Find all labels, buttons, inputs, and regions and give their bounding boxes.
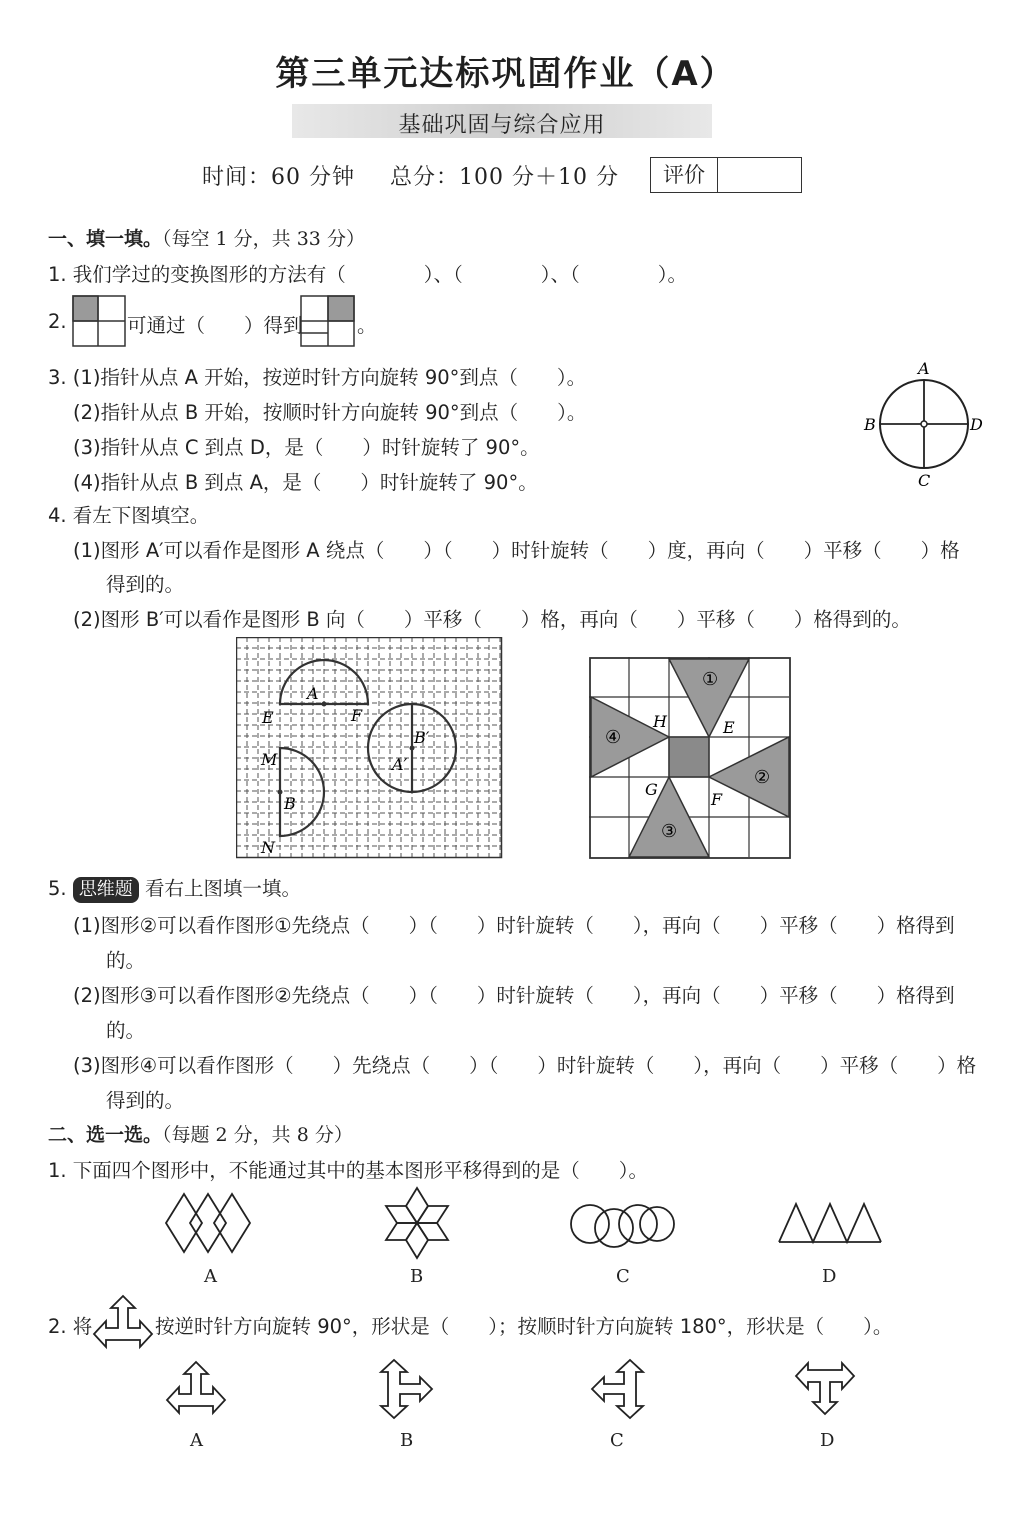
option-c-label: C (616, 1266, 630, 1287)
grid-label-a-prime: A′ (392, 755, 408, 774)
question-1-3-part2: (2)指针从点 B 开始，按顺时针方向旋转 90°到点（ ）。 (73, 401, 587, 424)
page-title: 第三单元达标巩固作业（A） (275, 54, 736, 94)
clock-label-a: A (918, 359, 930, 378)
section1-heading (48, 224, 365, 251)
pinwheel-label-1: ① (702, 669, 719, 690)
question-1-2-end: 。 (357, 314, 377, 337)
grid-label-b: B (284, 794, 296, 813)
grid-label-e: E (262, 708, 274, 727)
question-1-2-number: 2. (48, 310, 67, 333)
question-1-5-title: 看右上图填一填。 (145, 877, 302, 900)
question-1-1: 1. 我们学过的变换图形的方法有（ ）、（ ）、（ ）。 (48, 263, 688, 286)
page-subtitle: 基础巩固与综合应用 (398, 113, 606, 138)
question-1-3-part1: 3. (1)指针从点 A 开始，按逆时针方向旋转 90°到点（ ）。 (48, 366, 587, 389)
section1-title: 一、填一填。 (48, 228, 163, 250)
question-1-4-part2: (2)图形 B′可以看作是图形 B 向（ ）平移（ ）格，再向（ ）平移（ ）格得到的。 (73, 608, 911, 631)
thinking-question-badge: 思维题 (73, 877, 139, 903)
clock-diagram (858, 356, 988, 492)
grid-figure-after (300, 295, 356, 347)
grid-transformation-figure (236, 637, 504, 861)
arrow-shape-original (92, 1294, 154, 1350)
question-1-4-part1: (1)图形 A′可以看作是图形 A 绕点（ ）（ ）时针旋转（ ）度，再向（ ）平移（ ）格 (73, 539, 960, 562)
clock-label-d: D (970, 415, 983, 434)
question-1-2-text: 可通过（ ）得到 (127, 314, 303, 337)
question-1-5-number: 5. (48, 877, 67, 900)
option-b-label: B (410, 1266, 424, 1287)
question-1-5-part3-cont: 得到的。 (106, 1089, 185, 1112)
question-1-5-part3: (3)图形④可以看作图形（ ）先绕点（ ）（ ）时针旋转（ ），再向（ ）平移（ ）格 (73, 1054, 977, 1077)
grid-label-a: A (307, 684, 319, 703)
evaluation-box[interactable] (650, 157, 802, 193)
option-d-label: D (822, 1266, 837, 1287)
question-1-3-part4: (4)指针从点 B 到点 A，是（ ）时针旋转了 90°。 (73, 471, 538, 494)
option-a-arrow-figure (165, 1360, 227, 1416)
option-d-arrow-figure (794, 1360, 856, 1416)
question-2-2-text: 按逆时针方向旋转 90°，形状是（ ）；按顺时针方向旋转 180°，形状是（ ）。 (155, 1315, 893, 1338)
option-b-arrow-figure (378, 1358, 434, 1420)
pinwheel-label-2: ② (754, 767, 771, 788)
question-1-5-header (48, 873, 301, 903)
grid-label-m: M (261, 750, 278, 769)
option-a-label: A (204, 1266, 217, 1287)
pinwheel-label-e: E (723, 718, 735, 737)
option-d-triangles-figure (776, 1200, 884, 1246)
evaluation-label: 评价 (651, 158, 718, 192)
pinwheel-label-3: ③ (661, 821, 678, 842)
clock-label-b: B (864, 415, 876, 434)
pinwheel-label-h: H (653, 712, 667, 731)
pinwheel-label-4: ④ (605, 727, 622, 748)
grid-figure-before (72, 295, 126, 347)
option-d-label-2: D (820, 1430, 835, 1451)
question-2-1: 1. 下面四个图形中，不能通过其中的基本图形平移得到的是（ ）。 (48, 1159, 649, 1182)
option-c-rings-figure (568, 1200, 678, 1252)
score-info: 总分：100 分＋10 分 (390, 165, 619, 190)
grid-label-f: F (351, 706, 363, 725)
grid-label-b-prime: B′ (414, 728, 430, 747)
question-1-5-part1: (1)图形②可以看作图形①先绕点（ ）（ ）时针旋转（ ），再向（ ）平移（ ）格得到 (73, 914, 955, 937)
question-1-5-part2-cont: 的。 (106, 1019, 146, 1042)
question-1-3-part3: (3)指针从点 C 到点 D，是（ ）时针旋转了 90°。 (73, 436, 540, 459)
option-a-diamonds-figure (160, 1190, 260, 1256)
section2-heading (48, 1120, 353, 1147)
pinwheel-label-g: G (645, 780, 658, 799)
question-1-4-part1-cont: 得到的。 (106, 573, 185, 596)
question-1-4-title: 4. 看左下图填空。 (48, 504, 210, 527)
grid-label-n: N (261, 838, 275, 857)
option-b-label-2: B (400, 1430, 414, 1451)
time-info: 时间：60 分钟 (202, 165, 355, 190)
clock-label-c: C (918, 471, 931, 490)
section1-points: （每空 1 分，共 33 分） (162, 228, 365, 250)
question-2-2-number: 2. 将 (48, 1315, 93, 1338)
section2-title: 二、选一选。 (48, 1124, 163, 1146)
question-1-5-part2: (2)图形③可以看作图形②先绕点（ ）（ ）时针旋转（ ），再向（ ）平移（ ）格得到 (73, 984, 955, 1007)
option-b-star-figure (382, 1186, 452, 1260)
pinwheel-label-f: F (711, 790, 723, 809)
section2-points: （每题 2 分，共 8 分） (162, 1124, 353, 1146)
question-1-5-part1-cont: 的。 (106, 949, 146, 972)
option-c-label-2: C (610, 1430, 624, 1451)
option-c-arrow-figure (590, 1358, 646, 1420)
pinwheel-figure (589, 657, 793, 861)
option-a-label-2: A (190, 1430, 203, 1451)
